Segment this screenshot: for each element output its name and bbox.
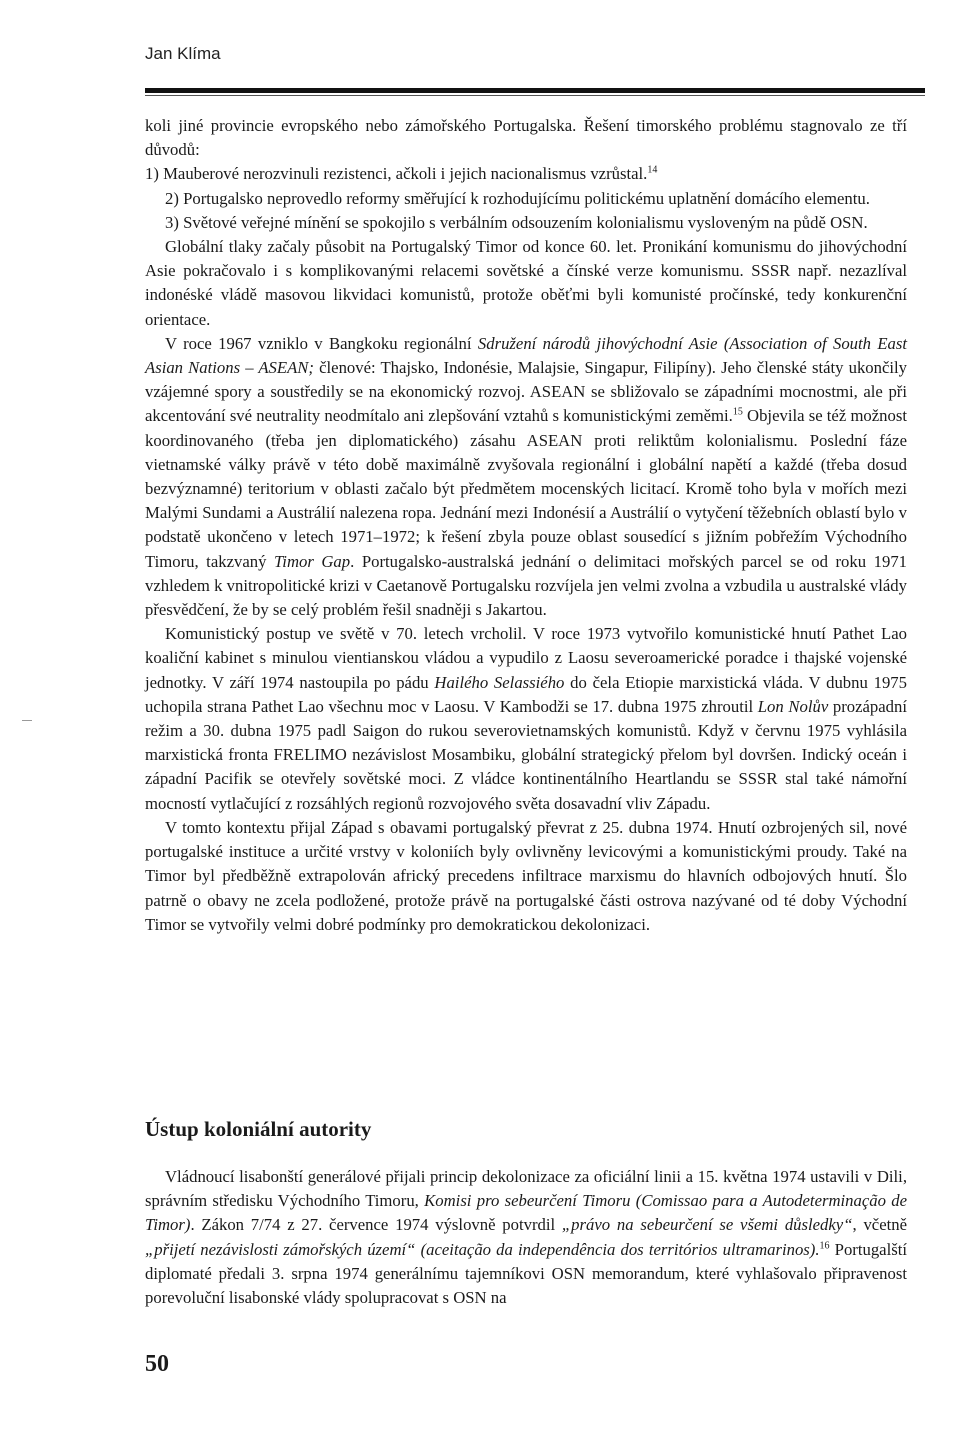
text-segment: . Zákon 7/74 z 27. července 1974 výslovně potvrdil xyxy=(190,1215,562,1235)
paragraph-p5 xyxy=(145,235,907,332)
paragraph-p7 xyxy=(145,622,907,816)
section-body-text xyxy=(145,1165,907,1310)
footnote-ref: 16 xyxy=(819,1240,830,1252)
margin-mark xyxy=(22,720,32,721)
text-segment: 1) Mauberové nerozvinuli rezistenci, ačkoli i jejich nacionalismus vzrůstal. xyxy=(145,164,648,184)
text-segment: . Portugalsko-australská jednání o delimitaci mořských parcel se od roku 1971 vzhledem k vnitropolitické krizi v Caetanově Portugalsku rozvíjela jen velmi zvolna a vzbudila u australské vlády přesvědčení, že by se celý problém řešil snadněji s Jakartou. xyxy=(145,551,908,620)
text-segment: „přijetí nezávislosti zámořských území“ (aceitação da independência dos territórios ultramarinos). xyxy=(145,1239,820,1259)
text-segment: Komunistický postup ve světě v 70. letech vrcholil. V roce 1973 vytvořilo komunistické hnutí Pathet Lao koaliční kabinet s minulou vientianskou vládou a vypudilo z Laosu severoamerické poradce i thajské vojenské jednotky. V září 1974 nastoupila po pádu xyxy=(145,624,907,692)
text-segment: prozápadní režim a 30. dubna 1975 padl Saigon do rukou severovietnamských komunistů. Když v červnu 1975 vyhlásila marxistická fronta FRELIMO nezávislost Mosambiku, globální strategický přelom byl dovršen. Indický oceán i západní Pacifik se otevřely sovětské moci. Z vládce kontinentálního Heartlandu se SSSR stal také námořní mocností vytlačující z rozsáhlých regionů rozvojového světa dosavadní vliv Západu. xyxy=(145,696,907,813)
footnote-ref: 15 xyxy=(732,406,743,418)
header-rule xyxy=(145,88,925,93)
running-header: Jan Klíma xyxy=(145,44,221,63)
text-segment: Objevila se též možnost koordinovaného (třeba jen diplomatického) zásahu ASEAN proti reliktům kolonialismu. Poslední fáze vietnamské války právě v této době maximálně zvyšovala regionální i globální napětí a každé (třeba dosud bezvýznamné) teritorium v oblasti začalo být předmětem mocenských licitací. Kromě toho byla v mořích mezi Malými Sundami a Austrálií nalezena ropa. Jednání mezi Indonésií a Austrálií o vytyčení těžebních oblastí bylo v podstatě ukončeno v letech 1971–1972; k řešení zbyla pouze oblast sousedící s jižním pobřežím Východního Timoru, takzvaný xyxy=(145,406,907,571)
text-segment: , včetně xyxy=(852,1215,907,1235)
text-segment: V tomto kontextu přijal Západ s obavami portugalský převrat z 25. dubna 1974. Hnutí ozbrojených sil, nové portugalské instituce a určité vrstvy v koloniích byly ovlivněny levicovými a komunistickými proudy. Také na Timor byl předběžně extrapolován africký precedens infiltrace marxismu do hlavních odbojových hnutí. Šlo patrně o obavy ne zcela podložené, protože právě na portugalské části ostrova nazývané od té doby Východní Timor se vytvořily velmi dobré podmínky pro demokratickou dekolonizaci. xyxy=(145,817,907,934)
text-segment: členové: Thajsko, Indonésie, Malajsie, Singapur, Filipíny). Jeho členské státy ukončily vzájemné spory a soustředily se na ekonomický rozvoj. ASEAN se sbližovalo se západními mocnostmi, ale při akcentování své neutrality neodmítalo ani zlepšování vztahů s komunistickými zeměmi. xyxy=(145,358,907,426)
text-segment: do čela Etiopie marxistická vláda. V dubnu 1975 uchopila strana Pathet Lao všechnu moc v Laosu. V Kambodži se 17. dubna 1975 zhroutil xyxy=(145,672,907,716)
footnote-ref: 14 xyxy=(647,164,658,176)
paragraph-p6 xyxy=(145,332,907,622)
text-segment: Komisi pro sebeurčení Timoru (Comissao para a Autodeterminação de Timor) xyxy=(145,1191,907,1235)
section-heading: Ústup koloniální autority xyxy=(145,1117,372,1141)
text-segment: Timor Gap xyxy=(273,551,351,571)
paragraph-s1 xyxy=(145,1165,907,1310)
text-segment: Vládnoucí lisabonští generálové přijali princip dekolonizace za oficiální linii a 15. května 1974 ustavili v Dili, správním středisku Východního Timoru, xyxy=(145,1167,907,1211)
text-segment: V roce 1967 vzniklo v Bangkoku regionální xyxy=(165,333,478,353)
paragraph-p4 xyxy=(145,211,907,235)
text-segment: Lon Nolův xyxy=(757,696,829,716)
paragraph-p8 xyxy=(145,816,907,937)
text-segment: 2) Portugalsko neprovedlo reformy směřující k rozhodujícímu politickému uplatnění domácího elementu. xyxy=(165,188,870,208)
header-rule-thin xyxy=(145,95,925,96)
body-text xyxy=(145,114,907,937)
paragraph-p3 xyxy=(145,187,907,211)
text-segment: „právo na sebeurčení se všemi důsledky“ xyxy=(561,1215,853,1235)
paragraph-p1 xyxy=(145,114,907,162)
text-segment: 3) Světové veřejné mínění se spokojilo s verbálním odsouzením kolonialismu vysloveným na půdě OSN. xyxy=(165,212,868,232)
text-segment: Hailého Selassiého xyxy=(434,672,565,692)
text-segment: Sdružení národů jihovýchodní Asie (Association of South East Asian Nations – ASEAN; xyxy=(145,333,907,378)
page-number: 50 xyxy=(145,1351,169,1377)
text-segment: Portugalští diplomaté předali 3. srpna 1974 generálnímu tajemníkovi OSN memorandum, které vyhlašovalo připravenost porevoluční lisabonské vlády spolupracovat s OSN na xyxy=(145,1239,907,1308)
text-segment: Globální tlaky začaly působit na Portugalský Timor od konce 60. let. Pronikání komunismu do jihovýchodní Asie pokračovalo i s komplikovanými relacemi sovětské a čínské verze komunismu. SSSR např. nezazlíval indonéské vládě masovou likvidaci komunistů, protože oběťmi byli komunisté pročínské, tedy konkurenční orientace. xyxy=(145,237,907,329)
paragraph-p2 xyxy=(145,162,907,186)
text-segment: koli jiné provincie evropského nebo zámořského Portugalska. Řešení timorského problému stagnovalo ze tří důvodů: xyxy=(145,116,907,160)
